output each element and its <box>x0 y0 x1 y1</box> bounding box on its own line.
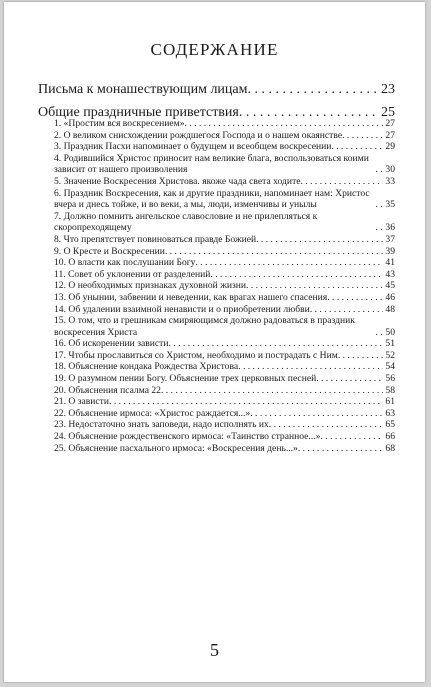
dot-leader <box>301 176 384 188</box>
entry-title: 8. Что препятствует повиноваться правде Божией <box>54 233 257 245</box>
section-title: Общие праздничные приветствия <box>38 105 239 120</box>
page-title: СОДЕРЖАНИЕ <box>150 40 279 59</box>
toc-entry <box>54 176 395 188</box>
toc-entry <box>54 153 395 176</box>
toc-entry <box>54 385 395 397</box>
toc-entry <box>54 396 395 408</box>
entry-title: 1. «Простим вся воскресением» <box>54 118 185 129</box>
dot-leader <box>298 443 384 455</box>
toc-entry <box>54 246 395 258</box>
entry-title: 16. Об искоренении зависти <box>54 338 169 350</box>
dot-leader <box>210 269 383 281</box>
toc-entries <box>54 118 395 454</box>
entry-title: 19. О разумном пении Богу. Объяснение трех церковных песней <box>54 373 317 385</box>
section-title: Письма к монашествующим лицам <box>38 82 248 97</box>
toc-entry <box>54 118 395 130</box>
dot-leader <box>310 304 384 316</box>
entry-page: 35 <box>385 199 395 211</box>
toc-entry <box>54 211 395 234</box>
entry-page: 29 <box>385 141 395 153</box>
toc-entry <box>54 361 395 373</box>
entry-page: 45 <box>385 280 395 292</box>
toc-entry <box>54 338 395 350</box>
entry-title: 5. Значение Воскресения Христова. якоже чада света ходите <box>54 175 301 187</box>
dot-leader <box>185 118 384 130</box>
entry-title: 18. Объяснение кондака Рождества Христова <box>54 361 239 373</box>
entry-title: 17. Чтобы прославиться со Христом, необходимо и пострадать с Ним <box>54 349 338 361</box>
toc-entry <box>54 269 395 281</box>
entry-title: 22. Объяснение ирмоса: «Христос раждается...» <box>54 407 251 419</box>
entry-title: 15. О том, что и грешникам смиряющимся должно радоваться в праздник воскресения Христа <box>54 315 355 338</box>
entry-page: 61 <box>385 396 395 408</box>
entry-title: 21. О зависти <box>54 396 110 408</box>
dot-leader <box>316 373 383 385</box>
entry-page: 56 <box>385 373 395 385</box>
toc-section <box>38 82 395 98</box>
toc-entry <box>54 292 395 304</box>
entry-page: 48 <box>385 303 395 315</box>
entry-page: 51 <box>385 338 395 350</box>
entry-title: 10. О власти как послушании Богу <box>54 257 196 269</box>
entry-page: 43 <box>385 268 395 280</box>
dot-leader <box>195 257 383 269</box>
entry-title: 24. Объяснение рождественского ирмоса: «Таинство странное...» <box>54 431 321 443</box>
book-page <box>4 2 425 682</box>
toc-entry <box>54 304 395 316</box>
dot-leader <box>250 408 383 420</box>
toc-entry <box>54 419 395 431</box>
toc-entry <box>54 350 395 362</box>
toc-entry <box>54 280 395 292</box>
toc-entry <box>54 315 395 338</box>
entry-page: 66 <box>385 431 395 443</box>
toc-entry <box>54 443 395 455</box>
entry-page: 36 <box>385 222 395 234</box>
toc-entry <box>54 141 395 153</box>
dot-leader <box>109 396 383 408</box>
toc-entry <box>54 373 395 385</box>
entry-title: 11. Совет об уклонении от разделений <box>54 268 211 280</box>
entry-title: 14. Об удалении взаимной ненависти и о приобретении любви <box>54 303 310 315</box>
dot-leader <box>375 327 383 339</box>
entry-title: 2. О великом снисхождении рождшегося Господа и о нашем окаянстве <box>54 129 343 141</box>
entry-page: 58 <box>385 384 395 396</box>
entry-title: 23. Недостаточно знать заповеди, надо исполнять их <box>54 419 269 431</box>
toc-entry <box>54 408 395 420</box>
dot-leader <box>327 292 383 304</box>
entry-title: 4. Родившийся Христос приносит нам великие блага, воспользоваться коими зависит от нашего произволения <box>54 152 369 176</box>
entry-title: 20. Объяснения псалма 22 <box>54 384 161 396</box>
section-page: 23 <box>381 82 395 97</box>
dot-leader <box>331 141 383 153</box>
dot-leader <box>165 246 383 258</box>
entry-title: 9. О Кресте и Воскресении <box>54 245 165 257</box>
entry-page: 68 <box>385 442 395 454</box>
entry-title: 7. Должно помнить ангельское славословие и не прилепляться к скоропреходящему <box>54 210 318 234</box>
dot-leader <box>246 280 383 292</box>
dot-leader <box>169 338 384 350</box>
entry-title: 13. Об унынии, забвении и неведении, как врагах нашего спасения <box>54 291 328 303</box>
entry-page: 50 <box>385 326 395 338</box>
entry-page: 39 <box>385 245 395 257</box>
dot-leader <box>161 385 383 397</box>
toc-entry <box>54 234 395 246</box>
toc-entry <box>54 257 395 269</box>
entry-page: 27 <box>385 129 395 141</box>
toc-entry <box>54 130 395 142</box>
entry-page: 46 <box>385 291 395 303</box>
entry-page: 52 <box>385 349 395 361</box>
entry-title: 25. Объяснение пасхального ирмоса: «Воскресения день...» <box>54 442 298 454</box>
toc-entry <box>54 431 395 443</box>
entry-page: 30 <box>385 164 395 176</box>
section-page: 25 <box>381 105 395 120</box>
dot-leader <box>375 199 383 211</box>
dot-leader <box>248 82 380 98</box>
dot-leader <box>238 361 383 373</box>
dot-leader <box>256 234 383 246</box>
entry-page: 65 <box>385 419 395 431</box>
dot-leader <box>269 419 384 431</box>
entry-page: 37 <box>385 233 395 245</box>
entry-page: 33 <box>385 175 395 187</box>
entry-page: 54 <box>385 361 395 373</box>
page-number: 5 <box>210 640 219 660</box>
entry-title: 12. О необходимых признаках духовной жизни <box>54 280 247 292</box>
dot-leader <box>320 431 383 443</box>
entry-page: 63 <box>385 407 395 419</box>
dot-leader <box>338 350 384 362</box>
entry-page: 27 <box>385 118 395 129</box>
dot-leader <box>342 130 383 142</box>
toc-entry <box>54 188 395 211</box>
entry-page: 41 <box>385 257 395 269</box>
dot-leader <box>375 164 383 176</box>
entry-title: 6. Праздник Воскресения, как и другие праздники, напоминает нам: Христос вчера и днесь тойже, и во веки, а мы, люди, изменчивы и унылы <box>54 187 370 211</box>
dot-leader <box>375 222 383 234</box>
entry-title: 3. Праздник Пасхи напоминает о будущем и всеобщем воскресении <box>54 141 332 153</box>
